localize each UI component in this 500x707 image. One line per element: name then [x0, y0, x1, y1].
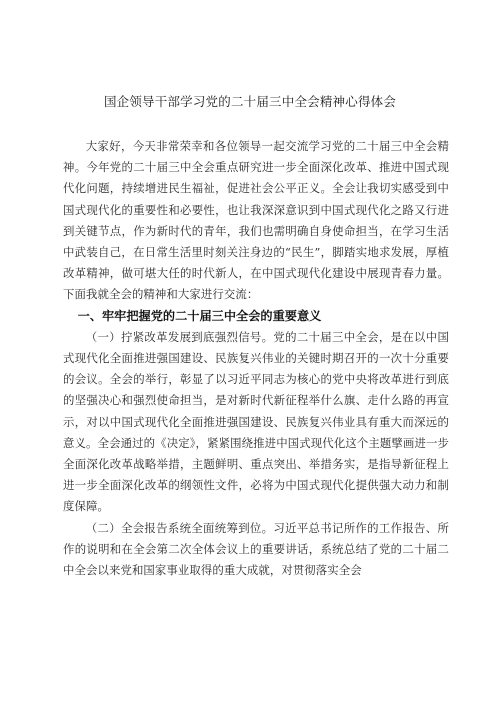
document-title: 国企领导干部学习党的二十届三中全会精神心得体会 — [103, 94, 397, 109]
section-1-paragraph-2: （二）全会报告系统全面统筹到位。习近平总书记所作的工作报告、所作的说明和在全会第二次全体会议上的重要讲话，系统总结了党的二十届二中全会以来党和国家事业取得的重大成就，对贯彻落实全会 — [63, 520, 449, 578]
document-body — [63, 136, 449, 581]
intro-paragraph: 大家好，今天非常荣幸和各位领导一起交流学习党的二十届三中全会精神。今年党的二十届三中全会重点研究进一步全面深化改革、推进中国式现代化问题，持续增进民生福祉，促进社会公平正义。全会让我切实感受到中国式现代化的重要性和必要性，也让我深深意识到中国式现代化之路又行进到关键节点，作为新时代的青年，我们也需明确自身使命担当，在学习生活中武装自己，在日常生活里时刻关注身边的“民生”，脚踏实地求发展，厚植改革精神，做可堪大任的时代新人，在中国式现代化建设中展现青春力量。下面我就全会的精神和大家进行交流： — [63, 139, 449, 302]
section-heading-1: 一、牢牢把握党的二十届三中全会的重要意义 — [77, 308, 322, 323]
section-1-paragraph-1: （一）拧紧改革发展到底强烈信号。党的二十届三中全会，是在以中国式现代化全面推进强国建设、民族复兴伟业的关键时期召开的一次十分重要的会议。全会的举行，彰显了以习近平同志为核心的党中央将改革进行到底的坚强决心和强烈使命担当，是对新时代新征程举什么旗、走什么路的再宣示，对以中国式现代化全面推进强国建设、民族复兴伟业具有重大而深远的意义。全会通过的《决定》，紧紧围绕推进中国式现代化这个主题擘画进一步全面深化改革战略举措，主题鲜明、重点突出、举措务实，是指导新征程上进一步全面深化改革的纲领性文件，必将为中国式现代化提供强大动力和制度保障。 — [63, 329, 449, 514]
